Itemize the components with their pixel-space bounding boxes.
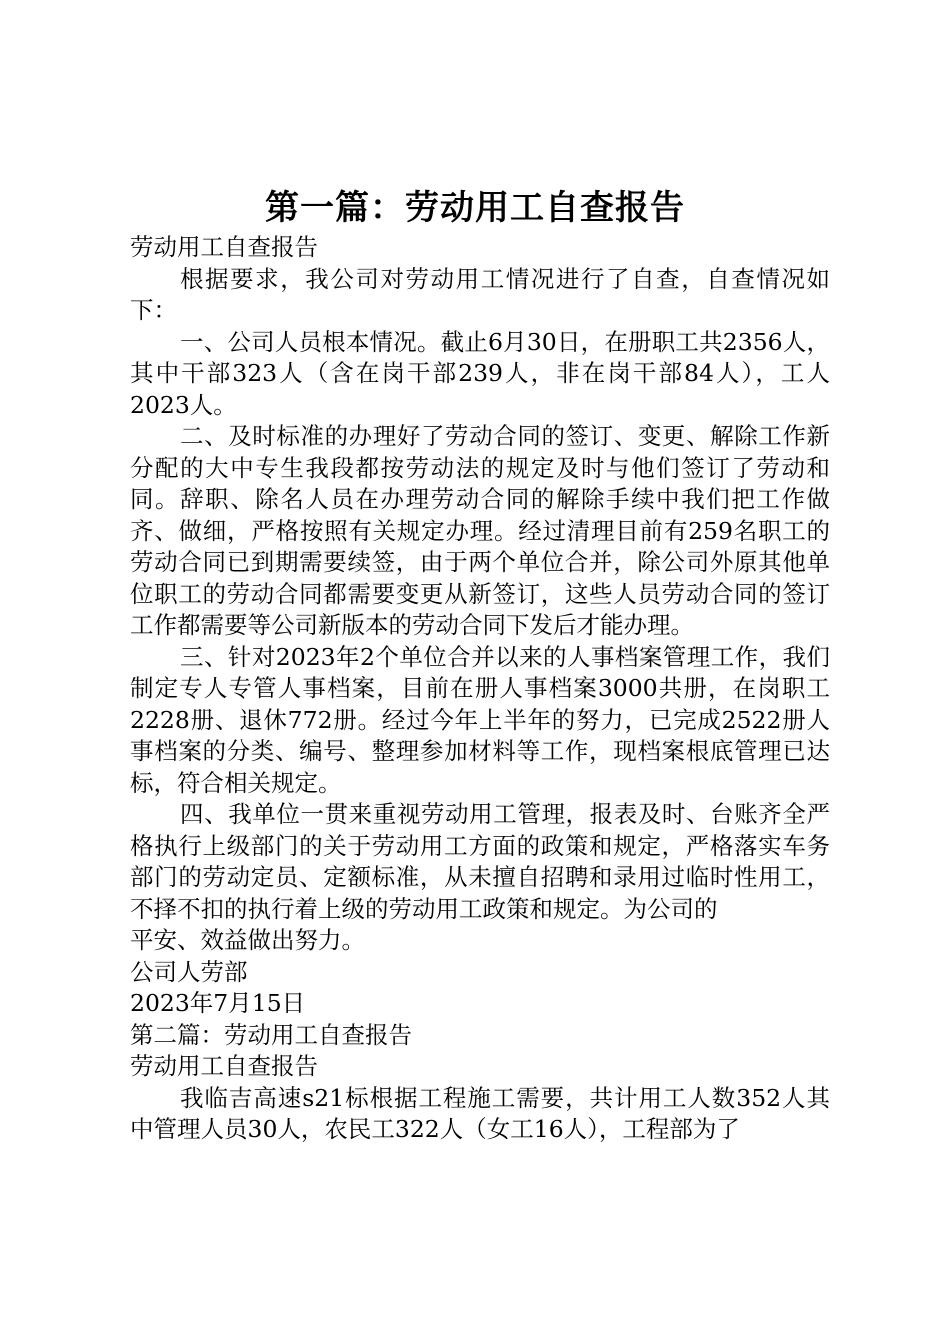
- section-3-paragraph: 三、针对2023年2个单位合并以来的人事档案管理工作，我们制定专人专管人事档案，目前在册人事档案3000共册，在岗职工2228册、退休772册。经过今年上半年的努力，已完成2522册人事档案的分类、编号、整理参加材料等工作，现档案根底管理已达标，符合相关规定。: [130, 642, 830, 797]
- second-article-paragraph: 我临吉高速s21标根据工程施工需要，共计用工人数352人其中管理人员30人，农民工322人（女工16人），工程部为了: [130, 1083, 830, 1143]
- section-1-paragraph: 一、公司人员根本情况。截止6月30日，在册职工共2356人，其中干部323人（含在岗干部239人，非在岗干部84人），工人2023人。: [130, 327, 830, 419]
- section-2-paragraph: 二、及时标准的办理好了劳动合同的签订、变更、解除工作新分配的大中专生我段都按劳动法的规定及时与他们签订了劳动和同。辞职、除名人员在办理劳动合同的解除手续中我们把工作做齐、做细，严格按照有关规定办理。经过清理目前有259名职工的劳动合同已到期需要续签，由于两个单位合并，除公司外原其他单位职工的劳动合同都需要变更从新签订，这些人员劳动合同的签订工作都需要等公司新版本的劳动合同下发后才能办理。: [130, 422, 830, 639]
- document-body: [130, 232, 830, 1146]
- closing-paragraph: 平安、效益做出努力。: [130, 926, 365, 954]
- signature-department: 公司人劳部: [130, 957, 248, 986]
- subtitle-paragraph: 劳动用工自查报告: [130, 233, 318, 261]
- intro-paragraph: 根据要求，我公司对劳动用工情况进行了自查，自查情况如下：: [130, 264, 830, 324]
- second-article-heading: 第二篇：劳动用工自查报告: [130, 1020, 412, 1049]
- signature-date: 2023年7月15日: [130, 989, 306, 1017]
- section-4-paragraph: 四、我单位一贯来重视劳动用工管理，报表及时、台账齐全严格执行上级部门的关于劳动用工方面的政策和规定，严格落实车务部门的劳动定员、定额标准，从未擅自招聘和录用过临时性用工，不择不扣的执行着上级的劳动用工政策和规定。为公司的: [130, 800, 830, 923]
- document-title: 第一篇：劳动用工自查报告: [265, 188, 685, 228]
- second-article-subtitle: 劳动用工自查报告: [130, 1052, 318, 1080]
